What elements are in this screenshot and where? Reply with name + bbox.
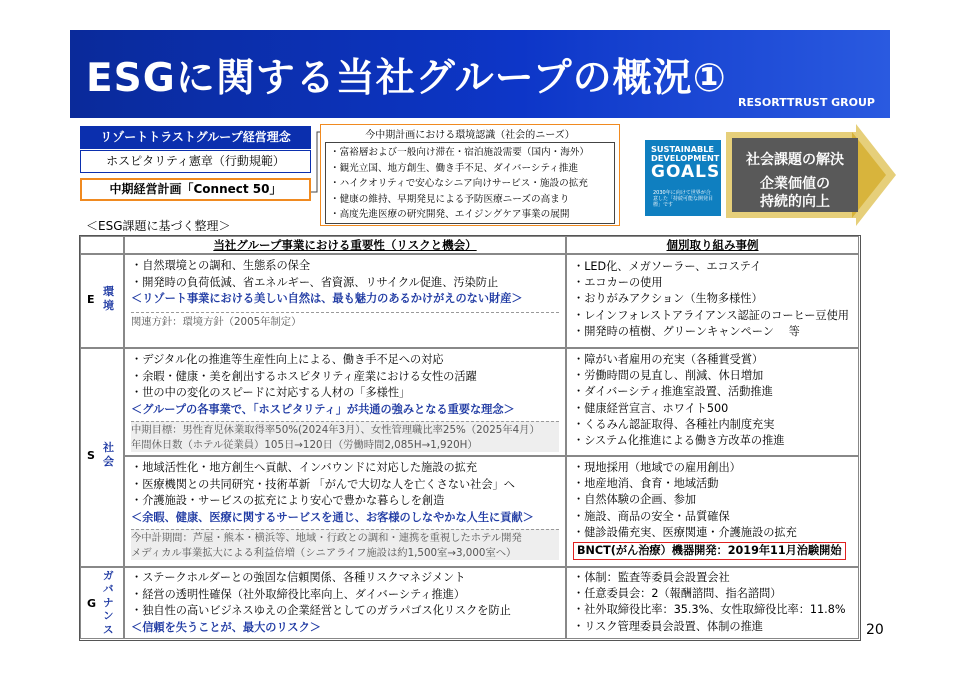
sdgs-logo — [645, 140, 721, 216]
arrow-subtext — [731, 175, 859, 211]
bnct-highlight: BNCT(がん治療）機器開発：2019年11月治験開始 — [573, 542, 846, 560]
esg-section-label: ＜ESG課題に基づく整理＞ — [86, 219, 231, 233]
importance-line: ・ステークホルダーとの強固な信頼関係、各種リスクマネジメント — [131, 571, 466, 584]
esg-table — [79, 235, 861, 641]
list-item: ・高度先進医療の研究開発、エイジングケア事業の展開 — [330, 209, 570, 221]
row-label-environment — [80, 254, 124, 348]
arrow-subtext-line: 企業価値の — [760, 176, 830, 192]
row-name — [103, 570, 114, 637]
page-title: ESGに関する当社グループの概況① — [86, 56, 727, 101]
case-item: ・レインフォレストアライアンス認証のコーヒー豆使用 — [573, 308, 849, 322]
case-item-highlight — [573, 542, 852, 560]
importance-line: ・開発時の負荷低減、省エネルギー、省資源、リサイクル促進、汚染防止 — [131, 275, 499, 289]
case-item: ・障がい者雇用の充実（各種賞受賞） — [573, 353, 764, 366]
importance-line: ・独自性の高いビジネスゆえの企業経営としてのガラパゴス化リスクを防止 — [131, 604, 511, 617]
importance-emphasis: ＜グループの各事業で、「ホスピタリティ」が共通の強みとなる重要な理念＞ — [131, 402, 515, 416]
row-name-char: 社 — [103, 441, 114, 454]
arrow-heading: 社会課題の解決 — [746, 152, 844, 168]
header-importance: 当社グループ事業における重要性（リスクと機会） — [124, 236, 566, 254]
case-item: ・任意委員会：2（報酬諮問、指名諮問） — [573, 587, 782, 601]
importance-line: ・介護施設・サービスの拡充により安心で豊かな暮らしを創造 — [131, 494, 445, 507]
governance-importance — [124, 567, 566, 639]
header-cases: 個別取り組み事例 — [566, 236, 859, 254]
row-name-char: バ — [103, 583, 114, 596]
case-item: ・リスク管理委員会設置、体制の推進 — [573, 619, 763, 633]
case-item: ・労働時間の見直し、削減、休日増加 — [573, 369, 764, 383]
row-name-char: ス — [103, 623, 114, 636]
arrow-subtext-line: 持続的向上 — [760, 194, 830, 210]
social-importance-b — [124, 456, 566, 567]
social-cases-a — [566, 348, 859, 456]
midterm-plan-box: 中期経営計画「Connect 50」 — [80, 178, 311, 201]
importance-line: ・経営の透明性確保（社外取締役比率向上、ダイバーシティ推進） — [131, 587, 466, 601]
case-item: ・LED化、メガソーラー、エコステイ — [573, 260, 762, 273]
case-item: ・体制：監査等委員会設置会社 — [573, 571, 730, 584]
row-label-governance — [80, 567, 124, 639]
page-number: 20 — [866, 622, 884, 638]
social-cases-b — [566, 456, 859, 567]
case-item: ・システム化推進による働き方改革の推進 — [573, 434, 785, 448]
note-area — [131, 312, 559, 330]
list-item: ・ハイクオリティで安心なシニア向けサービス・施設の拡充 — [330, 178, 588, 190]
sdgs-logo-text — [651, 145, 719, 163]
case-item: ・地産地消、食育・地域活動 — [573, 477, 719, 491]
importance-line: ・世の中の変化のスピードに対応する人材の「多様性」 — [131, 386, 411, 399]
company-group-name: RESORTTRUST GROUP — [738, 96, 875, 109]
plan-note: 今中計期間：芦屋・熊本・横浜等、地域・行政との調和・連携を重視したホテル開発 — [131, 532, 522, 544]
row-name-char: ン — [103, 610, 114, 623]
importance-line: ・余暇・健康・美を創出するホスピタリティ産業における女性の活躍 — [131, 369, 477, 383]
case-item: ・自然体験の企画、参加 — [573, 493, 697, 507]
sdgs-goals-text: GOALS — [651, 162, 721, 182]
importance-emphasis: ＜余暇、健康、医療に関するサービスを通じ、お客様のしなやかな人生に貢献＞ — [131, 510, 534, 524]
row-letter: G — [87, 597, 97, 610]
case-item: ・健康経営宣言、ホワイト500 — [573, 401, 729, 415]
list-item: ・健康の維持、早期発見による予防医療ニーズの高まり — [330, 193, 570, 205]
row-name-char: ナ — [103, 596, 114, 609]
importance-emphasis: ＜信頼を失うことが、最大のリスク＞ — [131, 620, 321, 634]
case-item: ・開発時の植樹、グリーンキャンペーン 等 — [573, 324, 800, 338]
importance-line: ・地域活性化・地方創生へ貢献、インバウンドに対応した施設の拡充 — [131, 461, 478, 474]
row-name-char: 会 — [103, 455, 114, 468]
list-item: ・観光立国、地方創生、働き手不足、ダイバーシティ推進 — [330, 162, 579, 174]
target-note: 年間休日数（ホテル従業員）105日→120日（労働時間2,085H→1,920H） — [131, 438, 478, 451]
row-letter: E — [87, 293, 95, 306]
case-item: ・社外取締役比率：35.3%、女性取締役比率：11.8% — [573, 603, 846, 617]
governance-cases — [566, 567, 859, 639]
row-name-char: ガ — [103, 570, 114, 582]
environment-importance — [124, 254, 566, 348]
environment-needs-list — [325, 142, 615, 224]
case-item: ・施設、商品の安全・品質確保 — [573, 509, 730, 523]
sdgs-caption: 2030年に向けて世界が合意した「持続可能な開発目標」です — [653, 190, 714, 208]
row-label-social — [80, 348, 124, 567]
row-name — [103, 285, 114, 313]
importance-emphasis: ＜リゾート事業における美しい自然は、最も魅力のあるかけがえのない財産＞ — [131, 292, 523, 305]
case-item: ・くるみん認証取得、各種社内制度充実 — [573, 417, 775, 431]
row-name-char: 境 — [103, 299, 114, 312]
note-area — [131, 421, 559, 452]
list-item: ・富裕層および一般向け滞在・宿泊施設需要（国内・海外） — [330, 147, 590, 158]
table-header-corner — [80, 236, 124, 254]
environment-cases — [566, 254, 859, 348]
environment-recognition-title: 今中期計画における環境認識（社会的ニーズ） — [365, 130, 575, 141]
row-letter: S — [87, 449, 95, 462]
importance-line: ・自然環境との調和、生態系の保全 — [131, 259, 311, 272]
case-item: ・現地採用（地域での雇用創出） — [573, 461, 741, 474]
note-area — [131, 529, 559, 560]
importance-line: ・医療機関との共同研究・技術革新 「がんで大切な人を亡くさない社会」へ — [131, 477, 515, 491]
target-note: 中期目標：男性育児休業取得率50%(2024年3月）、女性管理職比率25%（2025年4月） — [131, 424, 540, 436]
case-item: ・健診設備充実、医療関連・介護施設の拡充 — [573, 525, 797, 539]
importance-line: ・デジタル化の推進等生産性向上による、働き手不足への対応 — [131, 353, 444, 366]
row-name-char: 環 — [103, 285, 114, 298]
sdgs-line: DEVELOPMENT — [651, 153, 720, 163]
social-importance-a — [124, 348, 566, 456]
row-name — [103, 441, 114, 469]
charter-box: ホスピタリティ憲章（行動規範） — [80, 150, 311, 173]
sdgs-line: SUSTAINABLE — [651, 144, 715, 154]
environment-recognition-box — [320, 124, 620, 226]
philosophy-box: リゾートトラストグループ経営理念 — [80, 126, 311, 149]
case-item: ・おりがみアクション（生物多様性） — [573, 292, 763, 306]
plan-note: メディカル事業拡大による利益倍増（シニアライフ施設は約1,500室→3,000室へ） — [131, 546, 517, 559]
related-policy-note: 関連方針：環境方針（2005年制定） — [131, 315, 302, 328]
case-item: ・ダイバーシティ推進室設置、活動推進 — [573, 385, 773, 399]
case-item: ・エコカーの使用 — [573, 276, 663, 290]
